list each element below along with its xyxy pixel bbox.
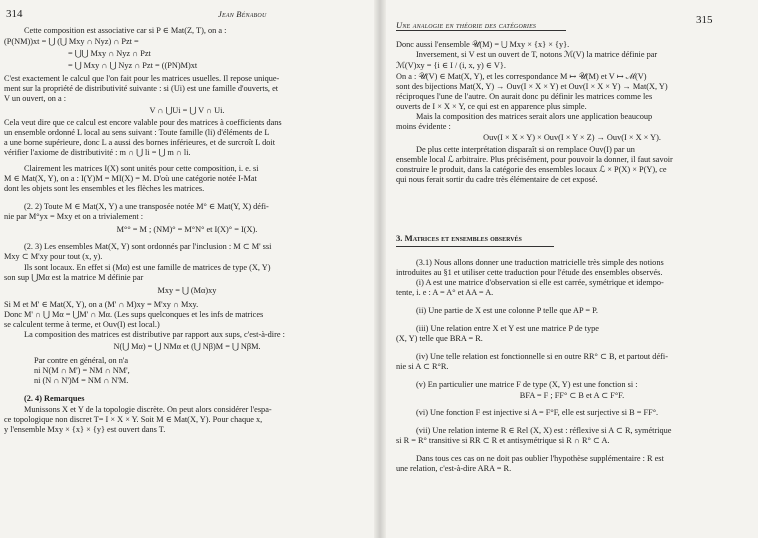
text-line: moins évidente : xyxy=(396,122,451,131)
text-line: un ensemble ordonné L local au sens suivant : Toute famille (li) d'éléments de L xyxy=(4,128,270,137)
right-running-head: Une analogie en théorie des catégories xyxy=(396,20,537,30)
equation-line: (P(NM))xt = ⋃ (⋃ Mxy ∩ Nyz) ∩ Pzt = xyxy=(4,37,139,46)
section-rule xyxy=(396,246,554,247)
text-line: ouverts de I × X × Y, ce qui est en apparence plus simple. xyxy=(396,102,587,111)
text-line: Si M et M' ∈ Mat(X, Y), on a (M' ∩ M)xy = M'xy ∩ Mxy. xyxy=(4,300,199,309)
text-line: La composition des matrices est distributive par rapport aux sups, c'est-à-dire : xyxy=(24,330,285,339)
text-line: Munissons X et Y de la topologie discrète. On peut alors considérer l'espa- xyxy=(24,405,272,414)
equation-line: Mxy = ⋃ (Mα)xy xyxy=(157,286,217,295)
list-item: (iv) Une telle relation est fonctionnelle si en outre RR° ⊂ B, et partout défi- xyxy=(416,352,668,361)
text-line: ensemble local ℒ arbitraire. Plus précisément, pour pouvoir la donner, il faut savoir xyxy=(396,155,673,164)
text-line: nie si A ⊂ R°R. xyxy=(396,362,449,371)
equation-line: ni N(M ∩ M') = NM ∩ NM', xyxy=(34,366,130,375)
text-line: Cette composition est associative car si P ∈ Mat(Z, T), on a : xyxy=(24,26,227,35)
book-gutter xyxy=(374,0,386,538)
text-line: son sup ⋃Mα est la matrice M définie par xyxy=(4,273,144,282)
left-running-head: Jean Bénabou xyxy=(218,9,267,19)
list-item: (iii) Une relation entre X et Y est une matrice P de type xyxy=(416,324,599,333)
equation-line: N(⋃ Mα) = ⋃ NMα et (⋃ Nβ)M = ⋃ NβM. xyxy=(113,342,261,351)
right-page-number: 315 xyxy=(696,14,713,26)
text-line: Mxy ⊂ M'xy pour tout (x, y). xyxy=(4,252,103,261)
text-line: si R = R° transitive si RR ⊂ R et antisymétrique si R ∩ R° ⊂ A. xyxy=(396,436,610,445)
text-line: introduites au §1 et utiliser cette traduction pour l'étude des ensembles observés. xyxy=(396,268,663,277)
text-line: De plus cette interprétation disparaît si on remplace Ouv(I) par un xyxy=(416,145,635,154)
text-line: se calculent terme à terme, et Ouv(I) est local.) xyxy=(4,320,160,329)
text-line: V un ouvert, on a : xyxy=(4,94,67,103)
text-line: Mais la composition des matrices serait alors une application beaucoup xyxy=(416,112,653,121)
text-line: C'est exactement le calcul que l'on fait pour les matrices usuelles. Il repose unique- xyxy=(4,74,280,83)
text-line: Cela veut dire que ce calcul est encore valable pour des matrices à coefficients dans xyxy=(4,118,282,127)
list-item: (i) A est une matrice d'observation si elle est carrée, symétrique et idempo- xyxy=(416,278,664,287)
equation-line: = ⋃⋃ Mxy ∩ Nyz ∩ Pzt xyxy=(68,49,151,58)
list-item: (v) En particulier une matrice F de type (X, Y) est une fonction si : xyxy=(416,380,638,389)
text-line: Dans tous ces cas on ne doit pas oublier l'hypothèse supplémentaire : R est xyxy=(416,454,664,463)
list-item: (vii) Une relation interne R ∈ Rel (X, X) est : réflexive si A ⊂ R, symétrique xyxy=(416,426,672,435)
text-line: dont les objets sont les ensembles et les flèches les matrices. xyxy=(4,184,205,193)
text-line: (3.1) Nous allons donner une traduction matricielle très simple des notions xyxy=(416,258,664,267)
text-line: Inversement, si V est un ouvert de T, notons ℳ(V) la matrice définie par xyxy=(416,50,658,59)
text-line: construire le produit, dans la catégorie des ensembles locaux ℒ × P(X) × P(Y), ce xyxy=(396,165,667,174)
text-line: y l'ensemble Mxy × {x} × {y} est ouvert dans T. xyxy=(4,425,166,434)
list-item: (vi) Une fonction F est injective si A = F°F, elle est surjective si B = FF°. xyxy=(416,408,659,417)
text-line: qui nous ferait sortir du cadre très élémentaire de cet exposé. xyxy=(396,175,598,184)
left-page-number: 314 xyxy=(6,8,23,20)
text-line: Donc aussi l'ensemble 𝒰(M) = ⋃ Mxy × {x} × {y}. xyxy=(396,40,570,49)
text-line: M ∈ Mat(X, Y), on a : I(Y)M = MI(X) = M. D'où une catégorie notée I-Mat xyxy=(4,174,257,183)
text-line: (2. 3) Les ensembles Mat(X, Y) sont ordonnés par l'inclusion : M ⊂ M' ssi xyxy=(24,242,272,251)
equation-line: ℳ(V)xy = {i ∈ I / (i, x, y) ∈ V}. xyxy=(396,61,506,70)
text-line: a une borne supérieure, donc L a aussi des bornes inférieures, et de surcroît L doit xyxy=(4,138,276,147)
text-line: Par contre en général, on n'a xyxy=(34,356,129,365)
text-line: tente, i. e : A = A° et AA = A. xyxy=(396,288,494,297)
section-heading: 3. Matrices et ensembles observés xyxy=(396,233,522,243)
equation-line: Ouv(I × X × Y) × Ouv(I × Y × Z) → Ouv(I × X × Y). xyxy=(483,133,661,142)
text-line: ment sur la propriété de distributivité suivante : si (Ui) est une famille d'ouverts, et xyxy=(4,84,279,93)
equation-line: ni (N ∩ N')M = NM ∩ N'M. xyxy=(34,376,129,385)
header-rule xyxy=(396,30,566,31)
text-line: (2. 2) Toute M ∈ Mat(X, Y) a une transposée notée M° ∈ Mat(Y, X) défi- xyxy=(24,202,269,211)
text-line: réciproques l'une de l'autre. On aurait donc pu définir les matrices comme les xyxy=(396,92,653,101)
text-line: Clairement les matrices I(X) sont unités pour cette composition, i. e. si xyxy=(24,164,259,173)
text-line: une relation, c'est-à-dire ARA = R. xyxy=(396,464,512,473)
equation-line: BFA = F ; FF° ⊂ B et A ⊂ F°F. xyxy=(519,391,625,400)
text-line: (X, Y) telle que BRA = R. xyxy=(396,334,483,343)
text-line: nie par M°yx = Mxy et on a trivialement : xyxy=(4,212,144,221)
text-line: sont des bijections Mat(X, Y) → Ouv(I × X × Y) et Ouv(I × X × Y) → Mat(X, Y) xyxy=(396,82,668,91)
text-line: Donc M' ∩ ⋃ Mα = ⋃M' ∩ Mα. (Les sups quelconques et les infs de matrices xyxy=(4,310,264,319)
text-line: ce topologique non discret T= I × X × Y. Soit M ∈ Mat(X, Y). Pour chaque x, xyxy=(4,415,263,424)
text-line: vérifier l'axiome de distributivité : m ∩ ⋃ li = ⋃ m ∩ li. xyxy=(4,148,191,157)
text-line: On a : 𝒰(V) ∈ Mat(X, Y), et les correspondance M ↦ 𝒰(M) et V ↦ ℳ(V) xyxy=(396,72,647,81)
text-line: Ils sont locaux. En effet si (Mα) est une famille de matrices de type (X, Y) xyxy=(24,263,271,272)
list-item: (ii) Une partie de X est une colonne P telle que AP = P. xyxy=(416,306,598,315)
left-page xyxy=(0,0,374,538)
equation-line: = ⋃ Mxy ∩ ⋃ Nyz ∩ Pzt = ((PN)M)xt xyxy=(68,61,198,70)
section-heading: (2. 4) Remarques xyxy=(24,394,85,403)
equation-line: V ∩ ⋃Ui = ⋃ V ∩ Ui. xyxy=(149,106,225,115)
equation-line: M°° = M ; (NM)° = M°N° et I(X)° = I(X). xyxy=(116,225,258,234)
right-page xyxy=(386,0,758,538)
